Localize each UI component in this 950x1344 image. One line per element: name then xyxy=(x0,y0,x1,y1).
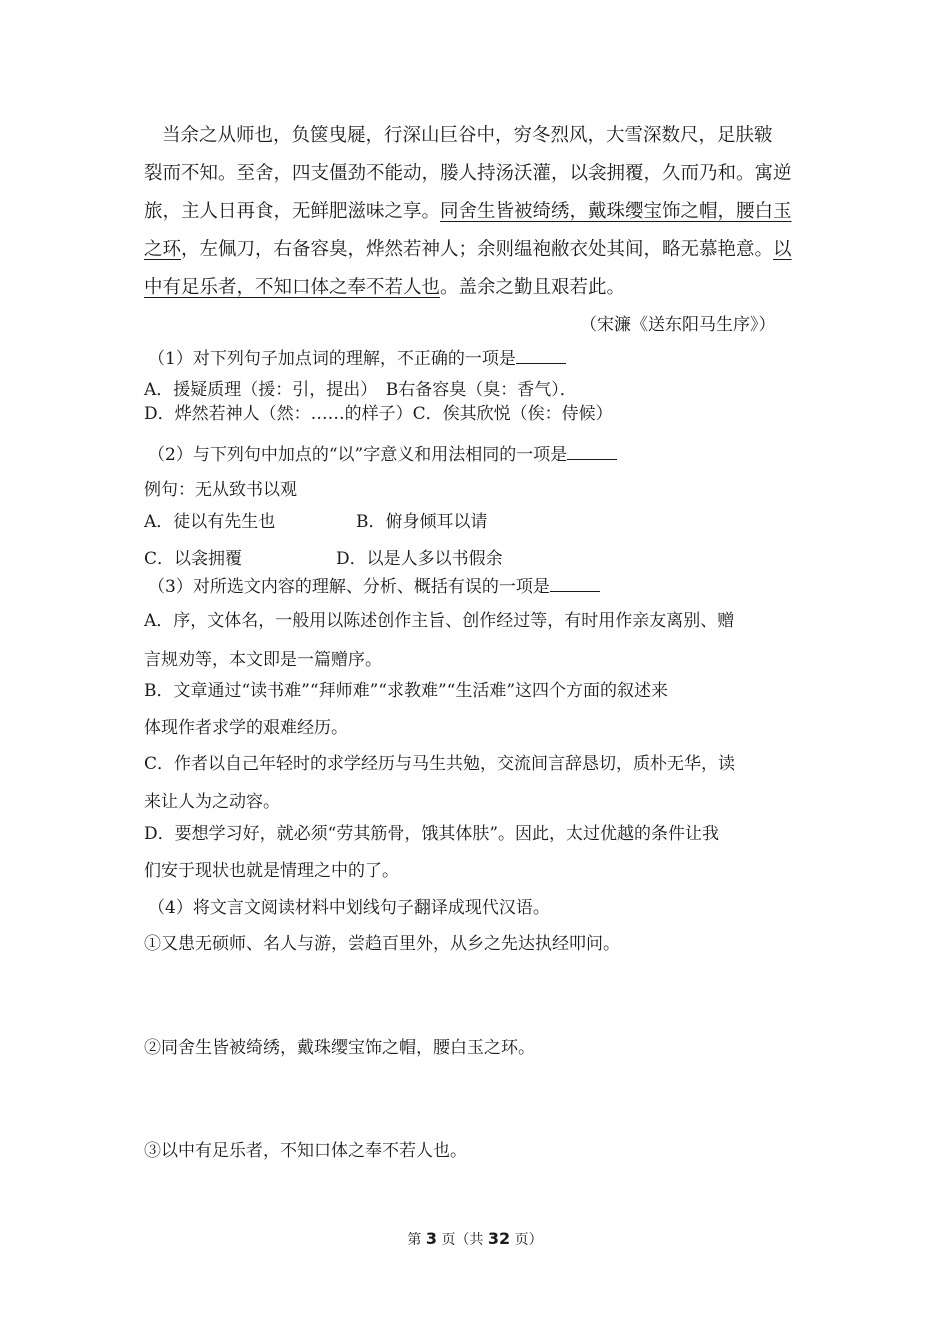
total-pages: 32 xyxy=(487,1229,511,1248)
question-1-options-ab: A．援疑质理（援：引，提出） B右备容臭（臭：香气）． xyxy=(144,380,577,400)
question-3-option-c-line2: 来让人为之动容。 xyxy=(144,792,280,812)
question-3-option-a-line1: A．序，文体名，一般用以陈述创作主旨、创作经过等，有时用作亲友离别、赠 xyxy=(144,611,735,631)
underlined-sentence: 之环 xyxy=(144,239,182,260)
question-4-sentence-3: ③以中有足乐者，不知口体之奉不若人也。 xyxy=(144,1141,467,1161)
passage-text: 。盖余之勤且艰若此。 xyxy=(440,277,626,298)
question-2-stem: （2）与下列句中加点的“以”字意义和用法相同的一项是 xyxy=(148,441,617,467)
answer-blank[interactable] xyxy=(567,441,617,460)
question-3-option-d-line2: 们安于现状也就是情理之中的了。 xyxy=(144,861,399,881)
underlined-sentence: 以 xyxy=(773,239,792,260)
question-3-option-a-line2: 言规劝等，本文即是一篇赠序。 xyxy=(144,650,382,670)
passage-text: ，左佩刀，右备容臭，烨然若神人；余则缊袍敝衣处其间，略无慕艳意。 xyxy=(181,239,774,260)
passage-line-3 xyxy=(144,200,792,224)
page-number: 3 xyxy=(425,1229,437,1248)
question-3-stem: （3）对所选文内容的理解、分析、概括有误的一项是 xyxy=(148,573,600,599)
answer-blank[interactable] xyxy=(516,345,566,364)
question-2-example: 例句：无从致书以观 xyxy=(144,480,297,500)
underlined-sentence: 同舍生皆被绮绣，戴珠缨宝饰之帽，腰白玉 xyxy=(440,201,792,222)
passage-line-4 xyxy=(144,238,792,262)
question-2-option-c: C．以衾拥覆 xyxy=(144,549,243,569)
question-3-option-b-line2: 体现作者求学的艰难经历。 xyxy=(144,718,348,738)
question-2-option-d: D．以是人多以书假余 xyxy=(336,549,503,569)
question-1-stem: （1）对下列句子加点词的理解，不正确的一项是 xyxy=(148,345,566,371)
passage-line-1: 当余之从师也，负箧曳屣，行深山巨谷中，穷冬烈风，大雪深数尺，足肤皲 xyxy=(162,125,773,146)
question-4-sentence-2: ②同舍生皆被绮绣，戴珠缨宝饰之帽，腰白玉之环。 xyxy=(144,1038,535,1058)
passage-line-2: 裂而不知。至舍，四支僵劲不能动，媵人持汤沃灌，以衾拥覆，久而乃和。寓逆 xyxy=(144,163,792,184)
answer-blank[interactable] xyxy=(550,573,600,592)
question-3-option-d-line1: D．要想学习好，就必须“劳其筋骨，饿其体肤”。因此，太过优越的条件让我 xyxy=(144,824,720,844)
question-2-option-b: B．俯身倾耳以请 xyxy=(356,512,488,532)
question-4-stem: （4）将文言文阅读材料中划线句子翻译成现代汉语。 xyxy=(148,898,550,918)
page-footer: 第 3 页（共 32 页） xyxy=(407,1229,543,1248)
question-3-option-b-line1: B．文章通过“读书难”“拜师难”“求教难”“生活难”这四个方面的叙述来 xyxy=(144,681,669,701)
passage-line-5 xyxy=(144,276,625,300)
question-2-option-a: A．徒以有先生也 xyxy=(144,512,276,532)
question-4-sentence-1: ①又患无硕师、名人与游，尝趋百里外，从乡之先达执经叩问。 xyxy=(144,934,620,954)
question-1-options-dc: D．烨然若神人（然：……的样子）C．俟其欣悦（俟：侍候） xyxy=(144,404,613,424)
passage-source: （宋濂《送东阳马生序》） xyxy=(580,315,776,335)
question-3-option-c-line1: C．作者以自己年轻时的求学经历与马生共勉，交流间言辞恳切，质朴无华，读 xyxy=(144,754,736,774)
underlined-sentence: 中有足乐者，不知口体之奉不若人也 xyxy=(144,277,441,298)
passage-text: 旅，主人日再食，无鲜肥滋味之享。 xyxy=(144,201,441,222)
